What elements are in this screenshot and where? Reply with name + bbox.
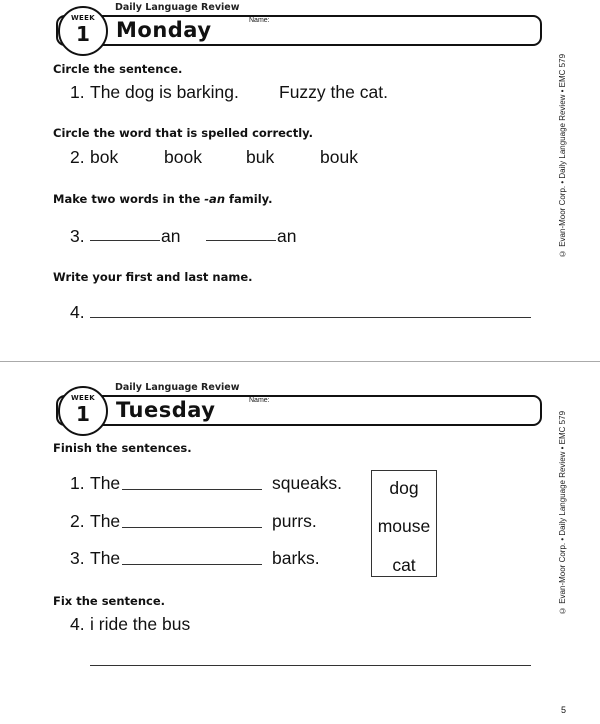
q2-instruction: Circle the word that is spelled correctly.	[53, 126, 313, 140]
fix-instruction: Fix the sentence.	[53, 594, 166, 608]
fix-sentence: i ride the bus	[90, 614, 191, 634]
name-write-line[interactable]	[90, 317, 531, 318]
q3-number: 3.	[70, 226, 85, 246]
sentence-start: The	[90, 473, 121, 493]
q3-blank-2[interactable]	[206, 240, 276, 241]
week-label: WEEK	[71, 14, 95, 22]
sentence-number: 1.	[70, 473, 85, 493]
week-badge	[58, 386, 108, 436]
q2-word[interactable]: book	[164, 147, 202, 167]
week-label: WEEK	[71, 394, 95, 402]
q3-instruction-pre: Make two words in the	[53, 192, 205, 206]
q2-word[interactable]: buk	[246, 147, 275, 167]
sentence-start: The	[90, 548, 121, 568]
sentence-blank[interactable]	[122, 489, 262, 490]
q3-suffix-2: an	[277, 226, 297, 246]
q2-word[interactable]: bouk	[320, 147, 358, 167]
copyright-side-text: © Evan-Moor Corp. • Daily Language Review • EMC 579	[558, 53, 567, 258]
name-label: Name:	[249, 17, 270, 24]
q1-option-b[interactable]: Fuzzy the cat.	[279, 82, 388, 102]
word-bank-item: cat	[392, 555, 416, 575]
page-number: 5	[561, 705, 567, 715]
q3-blank-1[interactable]	[90, 240, 160, 241]
q4-number: 4.	[70, 302, 85, 322]
week-badge	[58, 6, 108, 56]
q4-instruction: Write your first and last name.	[53, 270, 253, 284]
q3-suffix-1: an	[161, 226, 181, 246]
day-title: Tuesday	[116, 398, 216, 422]
sentence-start: The	[90, 511, 121, 531]
series-title: Daily Language Review	[115, 2, 240, 13]
sentence-number: 2.	[70, 511, 85, 531]
q1-option-a[interactable]: The dog is barking.	[90, 82, 239, 102]
word-bank-item: mouse	[377, 516, 431, 536]
q2-word[interactable]: bok	[90, 147, 119, 167]
word-bank-item: dog	[389, 478, 419, 498]
fix-write-line[interactable]	[90, 665, 531, 666]
sentence-blank[interactable]	[122, 527, 262, 528]
q3-instruction-post: family.	[225, 192, 273, 206]
sentence-end: purrs.	[272, 511, 317, 531]
q1-number: 1.	[70, 82, 85, 102]
name-label: Name:	[249, 397, 270, 404]
word-bank-box	[371, 470, 437, 577]
fix-number: 4.	[70, 614, 85, 634]
week-number: 1	[76, 402, 90, 426]
sentence-number: 3.	[70, 548, 85, 568]
sentence-blank[interactable]	[122, 564, 262, 565]
q3-instruction-family: -an	[204, 192, 226, 206]
day-title: Monday	[116, 18, 212, 42]
q3-instruction	[53, 192, 272, 206]
sentence-end: barks.	[272, 548, 320, 568]
q2-number: 2.	[70, 147, 85, 167]
q1-instruction: Circle the sentence.	[53, 62, 183, 76]
sentence-end: squeaks.	[272, 473, 343, 493]
series-title: Daily Language Review	[115, 382, 240, 393]
copyright-side-text: © Evan-Moor Corp. • Daily Language Review • EMC 579	[558, 410, 567, 615]
finish-instruction: Finish the sentences.	[53, 441, 192, 455]
page-divider	[0, 361, 600, 362]
week-number: 1	[76, 22, 90, 46]
